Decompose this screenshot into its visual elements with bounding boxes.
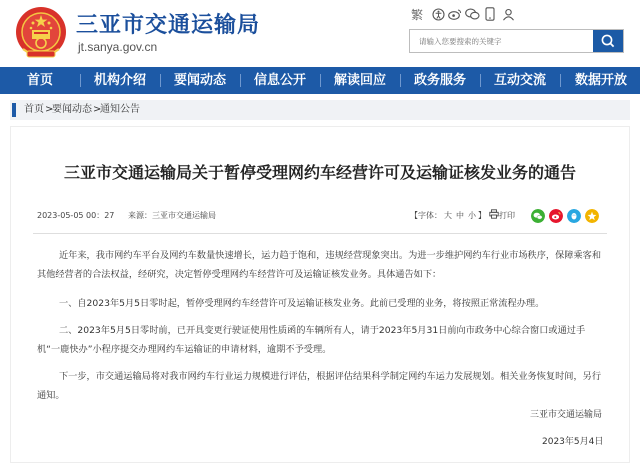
site-header bbox=[0, 0, 640, 68]
nav-item-news[interactable]: 要闻动态 bbox=[173, 73, 226, 88]
signature-agency: 三亚市交通运输局 bbox=[530, 410, 603, 420]
breadcrumb-news[interactable]: 要闻动态 bbox=[52, 104, 92, 115]
font-size-large[interactable]: 大 bbox=[444, 211, 452, 220]
nav-divider bbox=[400, 74, 401, 87]
breadcrumb-separator: > bbox=[93, 104, 102, 115]
top-utility-bar bbox=[410, 6, 625, 24]
breadcrumb-separator: > bbox=[45, 104, 54, 115]
article-source: 来源：三亚市交通运输局 bbox=[128, 211, 216, 220]
search-icon bbox=[593, 30, 623, 52]
breadcrumb-home[interactable]: 首页 bbox=[24, 104, 44, 115]
print-button[interactable] bbox=[489, 209, 515, 222]
font-size-small[interactable]: 小 bbox=[468, 211, 476, 220]
nav-divider bbox=[80, 74, 81, 87]
nav-divider bbox=[240, 74, 241, 87]
article-paragraph: 下一步，市交通运输局将对我市网约车行业运力规模进行评估，根据评估结果科学制定网约车运力发展规划。相关业务恢复时间，另行通知。 bbox=[37, 371, 602, 401]
nav-item-home[interactable]: 首页 bbox=[26, 73, 53, 88]
search-button[interactable] bbox=[593, 30, 623, 52]
print-label: 打印 bbox=[499, 211, 515, 220]
nav-item-disclosure[interactable]: 信息公开 bbox=[253, 73, 306, 88]
nav-divider bbox=[560, 74, 561, 87]
breadcrumb-notices[interactable]: 通知公告 bbox=[100, 104, 140, 115]
nav-item-interpretation[interactable]: 解读回应 bbox=[333, 73, 386, 88]
nav-item-about[interactable]: 机构介绍 bbox=[93, 73, 146, 88]
publish-date: 2023-05-05 00：27 bbox=[37, 211, 115, 220]
nav-item-interaction[interactable]: 互动交流 bbox=[493, 73, 546, 88]
breadcrumb bbox=[10, 100, 630, 120]
main-nav bbox=[0, 67, 640, 94]
font-size-close: 】 bbox=[478, 211, 486, 220]
nav-divider bbox=[320, 74, 321, 87]
share-qq-icon[interactable] bbox=[567, 209, 581, 223]
font-size-medium[interactable]: 中 bbox=[456, 211, 464, 220]
accessibility-icon[interactable] bbox=[431, 6, 445, 22]
share-qzone-icon[interactable] bbox=[585, 209, 599, 223]
search-box bbox=[409, 29, 624, 53]
national-emblem-logo[interactable] bbox=[14, 5, 68, 61]
nav-divider bbox=[480, 74, 481, 87]
article-divider bbox=[33, 233, 607, 234]
nav-divider bbox=[160, 74, 161, 87]
article-paragraph: 一、自2023年5月5日零时起，暂停受理网约车经营许可及运输证核发业务。此前已受理的业务，将按照正常流程办理。 bbox=[59, 298, 545, 309]
nav-item-services[interactable]: 政务服务 bbox=[413, 73, 466, 88]
share-weibo-icon[interactable] bbox=[549, 209, 563, 223]
breadcrumb-marker bbox=[12, 103, 16, 117]
site-title[interactable]: 三亚市交通运输局 bbox=[76, 13, 261, 38]
weibo-icon[interactable] bbox=[448, 6, 462, 22]
wechat-icon[interactable] bbox=[465, 6, 480, 22]
article-paragraph: 二、2023年5月5日零时前，已开具变更行驶证使用性质函的车辆所有人，请于2023年5月31日前向市政务中心综合窗口或通过手机“一鹿快办”小程序提交办理网约车运输证的申请材料，逾期不予受理。 bbox=[37, 325, 586, 355]
font-size-label: 【字体： bbox=[410, 211, 442, 220]
share-wechat-icon[interactable] bbox=[531, 209, 545, 223]
font-size-control bbox=[410, 210, 486, 222]
article-paragraph: 近年来，我市网约车平台及网约车数量快速增长，运力趋于饱和，违规经营现象突出。为进一步维护网约车行业市场秩序，保障乘客和其他经营者的合法权益，经研究，决定暂停受理网约车经营许可及运输证核发业务。具体通告如下： bbox=[37, 250, 602, 280]
search-input[interactable] bbox=[410, 30, 593, 52]
site-domain: jt.sanya.gov.cn bbox=[78, 40, 158, 54]
user-icon[interactable] bbox=[501, 6, 515, 22]
printer-icon bbox=[489, 209, 499, 219]
nav-item-open-data[interactable]: 数据开放 bbox=[574, 73, 627, 88]
signature-date: 2023年5月4日 bbox=[542, 437, 604, 447]
article-title: 三亚市交通运输局关于暂停受理网约车经营许可及运输证核发业务的通告 bbox=[63, 163, 576, 182]
traditional-chinese-toggle[interactable]: 繁 bbox=[410, 7, 423, 22]
mobile-icon[interactable] bbox=[484, 6, 496, 22]
